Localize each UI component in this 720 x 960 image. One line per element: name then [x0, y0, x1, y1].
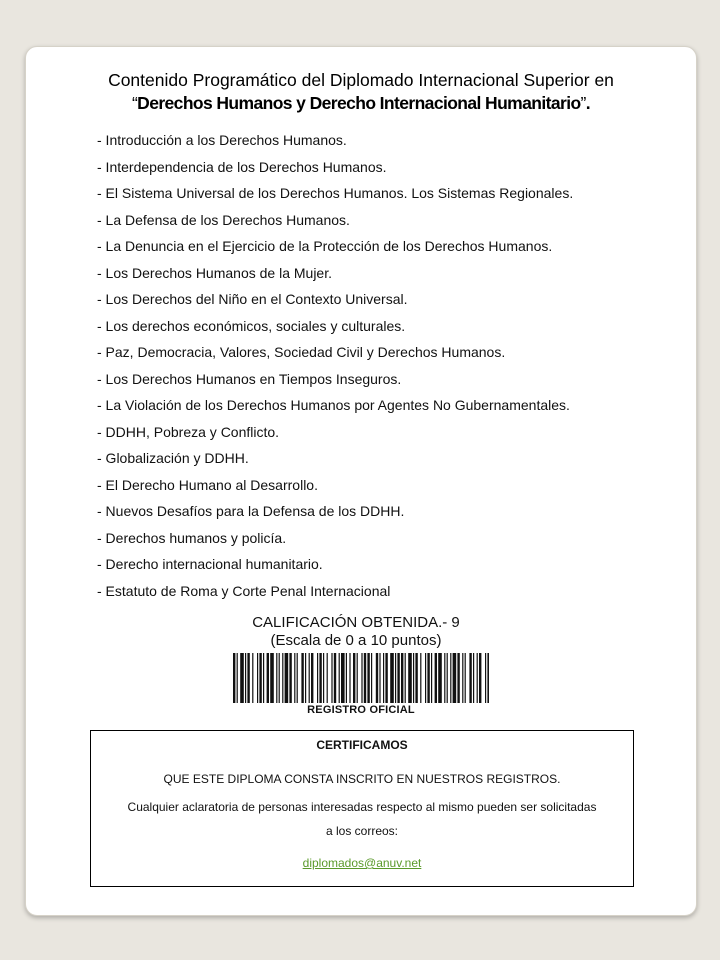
certificate-inquiry-text	[91, 795, 633, 843]
open-quote: “	[131, 93, 138, 113]
title-period: .	[585, 93, 591, 113]
certificate-inquiry-line-1: Cualquier aclaratoria de personas interesadas respecto al mismo pueden ser solicitadas	[127, 800, 597, 814]
list-item: - La Defensa de los Derechos Humanos.	[97, 211, 350, 228]
list-item: - Los Derechos del Niño en el Contexto Universal.	[97, 291, 408, 307]
close-quote: ”	[580, 93, 586, 113]
grade-scale: (Escala de 0 a 10 puntos)	[270, 632, 442, 649]
certificate-inquiry-line-2: a los correos:	[325, 824, 399, 838]
document-title	[26, 69, 696, 115]
list-item: - DDHH, Pobreza y Conflicto.	[97, 423, 280, 440]
list-item: - Los Derechos Humanos de la Mujer.	[97, 264, 332, 281]
list-item: - Los derechos económicos, sociales y culturales.	[97, 317, 406, 334]
list-item: - Estatuto de Roma y Corte Penal Internacional	[97, 582, 391, 599]
list-item: - Nuevos Desafíos para la Defensa de los DDHH.	[97, 503, 405, 519]
list-item: - Interdependencia de los Derechos Humanos.	[97, 158, 387, 175]
list-item: - El Sistema Universal de los Derechos Humanos. Los Sistemas Regionales.	[97, 185, 574, 201]
title-line-2	[26, 92, 696, 115]
email-link[interactable]: diplomados@anuv.net	[302, 856, 422, 870]
list-item: - Paz, Democracia, Valores, Sociedad Civil y Derechos Humanos.	[97, 344, 506, 360]
list-item: - Introducción a los Derechos Humanos.	[97, 132, 347, 148]
list-item: - El Derecho Humano al Desarrollo.	[97, 476, 318, 493]
document-page	[25, 46, 697, 916]
grade-section	[26, 614, 686, 650]
topics-list	[97, 127, 573, 604]
certificate-box	[90, 730, 634, 887]
title-line-1: Contenido Programático del Diplomado Internacional Superior en	[108, 70, 614, 90]
program-name: Derechos Humanos y Derecho Internacional Humanitario	[137, 93, 581, 113]
grade-label: CALIFICACIÓN OBTENIDA.- 9	[252, 614, 460, 631]
barcode-label: REGISTRO OFICIAL	[307, 704, 415, 716]
barcode-block	[233, 653, 489, 715]
list-item: - La Denuncia en el Ejercicio de la Protección de los Derechos Humanos.	[97, 238, 553, 254]
certificate-heading: CERTIFICAMOS	[316, 738, 408, 752]
list-item: - Derechos humanos y policía.	[97, 529, 287, 546]
certificate-email	[91, 855, 633, 871]
certificate-statement: QUE ESTE DIPLOMA CONSTA INSCRITO EN NUESTROS REGISTROS.	[163, 772, 561, 786]
list-item: - La Violación de los Derechos Humanos por Agentes No Gubernamentales.	[97, 397, 570, 413]
barcode-icon	[233, 653, 489, 703]
list-item: - Derecho internacional humanitario.	[97, 556, 323, 572]
list-item: - Globalización y DDHH.	[97, 450, 249, 466]
list-item: - Los Derechos Humanos en Tiempos Inseguros.	[97, 370, 402, 387]
